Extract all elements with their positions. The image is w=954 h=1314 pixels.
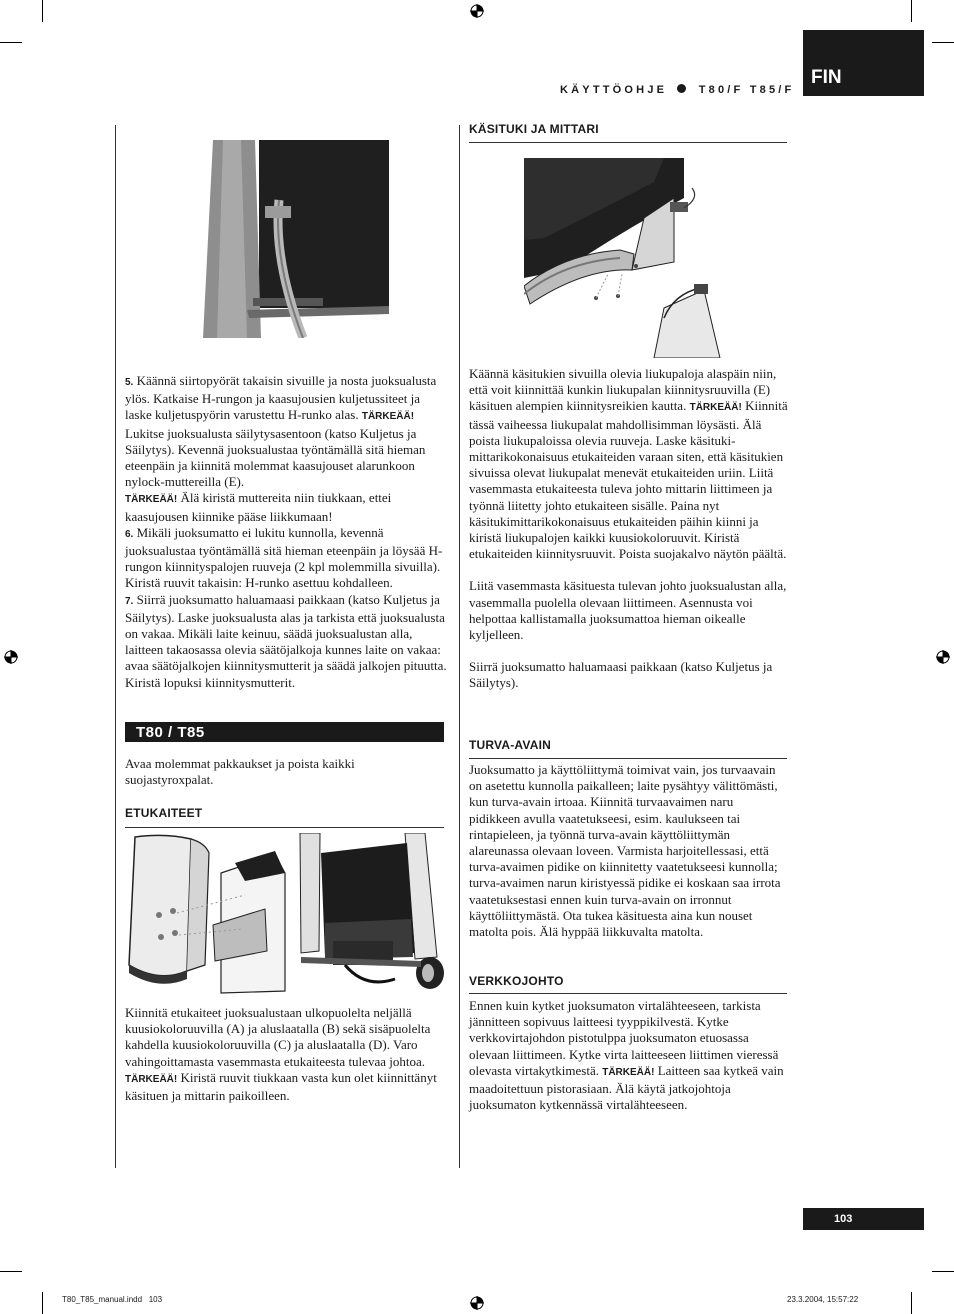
text-run: Siirrä juoksumatto haluamaasi paikkaan (katso Kuljetus ja Säilytys). Laske juoksualusta alas ja tarkista että juoksualusta on vakaa. Mikäli laite keinuu, säädä juoksualustan alla, laitteen takaosassa olevia säätöjalkoja kunnes laite on vakaa: avaa säätöjalkojen kiinnitysmutterit ja säädä jalkojen pituutta. Kiristä lopuksi kiinnitysmutterit.	[125, 591, 447, 690]
model-name: T80/F T85/F	[698, 84, 795, 96]
text-run: Käännä siirtopyörät takaisin sivuille ja nosta juoksualusta ylös. Katkaise H-rungon ja kaasujousien kuljetussiteet ja laske kuljetuspyörin varustettu H-runko alas.	[125, 373, 437, 423]
heading-rule	[469, 993, 787, 994]
registration-mark-icon	[4, 650, 18, 664]
treadmill-frame-illustration	[203, 140, 389, 338]
assembly-steps	[125, 373, 447, 691]
unpack-intro-text: Avaa molemmat pakkaukset ja poista kaikki suojastyroxpalat.	[125, 756, 355, 788]
heading-rule	[469, 142, 787, 143]
turva-paragraph: Juoksumatto ja käyttöliittymä toimivat vain, jos turvaavain on asetettu kunnolla paikalleen; laite pysähtyy välittömästi, kun turva-avain irtoaa. Kiinnitä turvaavaimen naru pidikkeen avulla vaatetukseesi, esim. kaulukseen tai rintapieleen, ja työnnä turva-avain käyttöliittymän alareunassa olevaan loveen. Varmista harjoitellessasi, että turva-avaimen pidike on kiinnitetty vaatetukseesi kunnolla; turva-avaimen narun kiristyessä pidike ei koskaan saa irrota vaatetuksestasi ennen kuin turva-avain on irronnut käyttöliittymästä. Ota tukea käsituesta aina kun nouset matolta pois. Älä hyppää liikkuvalta matolta.	[469, 762, 781, 940]
page-number-box	[803, 1208, 924, 1230]
step-5	[125, 373, 447, 525]
figure-handrail-console	[524, 158, 732, 358]
important-label: TÄRKEÄÄ!	[602, 1066, 655, 1078]
text-run: Laitteen saa kytkeä vain maadoitettuun pistorasiaan. Älä käytä jatkojohtoja juoksumaton kytkennässä virtalähteeseen.	[469, 1062, 784, 1113]
timestamp: 23.3.2004, 15:57:22	[787, 1295, 859, 1304]
registration-mark-icon	[470, 4, 484, 18]
language-tab	[803, 30, 924, 96]
important-label: TÄRKEÄÄ!	[689, 402, 742, 414]
step-7-text	[125, 592, 447, 690]
kasituki-paragraph-1	[469, 366, 791, 562]
kasituki-paragraph-3: Siirrä juoksumatto haluamaasi paikkaan (katso Kuljetus ja Säilytys).	[469, 659, 773, 691]
etukaiteet-text	[125, 1005, 447, 1104]
running-title: KÄYTTÖOHJE	[560, 84, 668, 96]
registration-mark-icon	[470, 1296, 484, 1310]
turva-text	[469, 762, 787, 940]
important-label: TÄRKEÄÄ!	[125, 494, 178, 506]
model-banner-label: T80 / T85	[136, 724, 205, 741]
running-header	[560, 84, 800, 96]
text-run: Ennen kuin kytket juoksumaton virtalähteeseen, tarkista jännitteen sopivuus laitteesi tyyppikilvestä. Kytke verkkovirtajohdon pistotulppa juoksumaton etuosassa olevaan liittimeen. Kytke virta laitteeseen liittimen vieressä olevasta virtakytkimestä.	[469, 998, 779, 1078]
front-rails-illustration	[125, 833, 445, 1003]
step-number: 6.	[125, 528, 134, 540]
step-number: 5.	[125, 377, 134, 388]
figure-folded-frame	[203, 140, 389, 338]
center-column-rule	[459, 125, 460, 1168]
model-banner	[125, 722, 444, 742]
text-run: Lukitse juoksualusta säilytysasentoon (katso Kuljetus ja Säilytys). Kevennä juoksualustaa työntämällä sitä hieman eteenpäin ja kiinnitä molemmat kaasujouset alarunkoon nylock-muttereilla (E).	[125, 425, 426, 490]
figure-front-rails	[125, 833, 445, 1003]
section-heading-verkkojohto: VERKKOJOHTO	[469, 974, 564, 988]
text-run: Käännä käsitukien sivuilla olevia liukupaloja alaspäin niin, että voit kiinnittää kunkin liukupalan kiinnitysruuvilla (E) käsituen alempien kiinnitysreikien kautta.	[469, 366, 777, 414]
kasituki-paragraph-2: Liitä vasemmasta käsituesta tulevan johto juoksualustan alla, vasemmalla puolella olevaan liittimeen. Asennusta voi helpottaa kallistamalla juoksumattoa hieman oikealle kyljelleen.	[469, 578, 787, 643]
important-label: TÄRKEÄÄ!	[361, 411, 415, 423]
text-run: Kiristä ruuvit tiukkaan vasta kun olet kiinnittänyt käsituen ja mittarin paikoilleen.	[125, 1069, 437, 1104]
verkko-text	[469, 998, 789, 1113]
page-number: 103	[834, 1213, 853, 1225]
heading-rule	[469, 758, 787, 759]
text-run: Kiinnitä etukaiteet juoksualustaan ulkopuolelta neljällä kuusiokoloruuvilla (A) ja aluslaatalla (B) sekä sisäpuolelta kahdella kuusiokoloruuvilla (C) ja aluslaatalla (D). Varo vahingoittamasta vasemmasta etukaiteesta tulevaa johtoa.	[125, 1005, 431, 1069]
text-run: Kiinnitä tässä vaiheessa liukupalat mahdollisimman löysästi. Älä poista liukupaloissa olevia ruuveja. Laske käsituki-mittarikokonaisuus etukaiteiden varaan siten, että käsitukien sivuissa olevat liukupalat menevät etukaiteiden uriin. Liitä vasemmasta etukaiteesta tuleva johto mittarin liittimeen ja työnnä liitetty johto etukaiteen sisälle. Paina nyt käsitukimittarikokonaisuus etukaiteiden päihin kiinni ja kiristä liukupalojen kaikki kuusiokoloruuvit. Kiristä etukaiteiden kiinnitysruuvit. Poista suojakalvo näytön päältä.	[469, 398, 788, 562]
important-label: TÄRKEÄÄ!	[125, 1073, 178, 1085]
step-7	[125, 592, 447, 691]
section-heading-etukaiteet: ETUKAITEET	[125, 806, 203, 820]
handrail-console-illustration	[524, 158, 732, 358]
step-5-text	[125, 373, 436, 524]
language-tab-label: FIN	[811, 67, 842, 88]
heading-rule	[125, 827, 444, 828]
unpack-intro	[125, 756, 445, 788]
text-run: Älä kiristä muttereita niin tiukkaan, ettei kaasujousen kiinnike pääse liikkumaan!	[125, 490, 392, 524]
step-6	[125, 525, 447, 592]
registration-mark-icon	[936, 650, 950, 664]
section-heading-kasituki: KÄSITUKI JA MITTARI	[469, 122, 599, 136]
section-heading-turva-avain: TURVA-AVAIN	[469, 738, 551, 752]
left-column-rule	[115, 125, 116, 1168]
bullet-icon	[677, 84, 686, 93]
file-name: T80_T85_manual.indd 103	[62, 1295, 163, 1304]
verkko-paragraph	[469, 998, 789, 1113]
text-run: Mikäli juoksumatto ei lukitu kunnolla, kevennä juoksualustaa työntämällä sitä hieman eteenpäin ja löysää H-rungon kiinnityspalojen ruuveja (2 kpl molemmilla sivuilla). Kiristä ruuvit takaisin: H-runko asettuu kohdalleen.	[125, 524, 443, 591]
etukaiteet-paragraph	[125, 1005, 447, 1104]
kasituki-text	[469, 366, 791, 692]
step-6-text	[125, 525, 442, 591]
step-number: 7.	[125, 595, 134, 607]
